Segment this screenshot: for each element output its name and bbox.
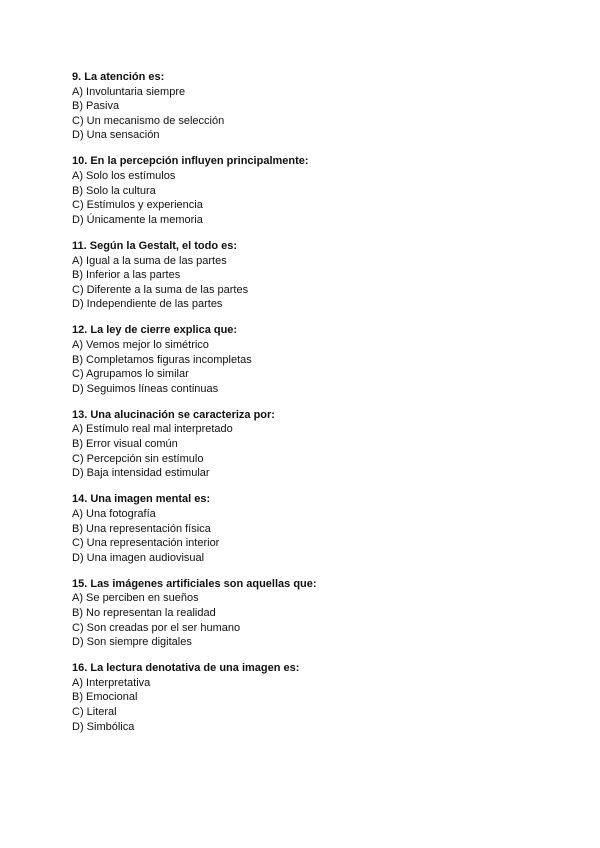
option-c: C) Un mecanismo de selección [72,114,225,127]
question-title: 15. Las imágenes artificiales son aquellas que: [72,577,317,590]
option-d: D) Una sensación [72,129,160,142]
question-title: 16. La lectura denotativa de una imagen es: [72,662,300,675]
option-c: C) Estímulos y experiencia [72,199,203,212]
question-11 [72,239,542,312]
question-12 [72,323,542,396]
option-a: A) Igual a la suma de las partes [72,254,227,267]
option-a: A) Vemos mejor lo simétrico [72,339,209,351]
option-a: A) Se perciben en sueños [72,592,199,605]
option-c: C) Diferente a la suma de las partes [72,283,249,296]
option-b: B) Pasiva [72,100,120,113]
option-d: D) Baja intensidad estimular [72,467,210,480]
option-c: C) Literal [72,706,117,719]
option-d: D) Seguimos líneas continuas [72,382,219,395]
option-d: D) Únicamente la memoria [72,213,203,226]
option-c: C) Agrupamos lo similar [72,368,189,381]
document-page [72,70,542,746]
option-b: B) Inferior a las partes [72,269,181,282]
option-b: B) Emocional [72,691,138,704]
option-b: B) No representan la realidad [72,607,216,619]
option-a: A) Una fotografía [72,507,156,520]
option-a: A) Interpretativa [72,676,151,689]
option-d: D) Independiente de las partes [72,298,223,311]
option-b: B) Error visual común [72,438,178,451]
question-title: 12. La ley de cierre explica que: [72,324,238,337]
question-13 [72,408,542,481]
option-a: A) Involuntaria siempre [72,85,186,98]
question-15 [72,577,542,650]
option-b: B) Completamos figuras incompletas [72,353,252,366]
question-14 [72,492,542,565]
option-a: A) Solo los estímulos [72,170,176,183]
option-b: B) Solo la cultura [72,184,156,197]
option-a: A) Estímulo real mal interpretado [72,423,233,436]
option-d: D) Son siempre digitales [72,636,192,649]
option-c: C) Son creadas por el ser humano [72,621,241,634]
option-d: D) Simbólica [72,720,135,733]
question-10 [72,154,542,227]
question-title: 14. Una imagen mental es: [72,493,211,506]
question-title: 11. Según la Gestalt, el todo es: [72,239,238,252]
question-title: 9. La atención es: [72,71,165,83]
option-d: D) Una imagen audiovisual [72,551,205,564]
question-16 [72,661,542,734]
question-9 [72,70,542,143]
question-title: 10. En la percepción influyen principalmente: [72,155,309,168]
option-c: C) Percepción sin estímulo [72,452,204,465]
option-b: B) Una representación física [72,522,211,535]
question-title: 13. Una alucinación se caracteriza por: [72,408,275,421]
option-c: C) Una representación interior [72,537,220,550]
